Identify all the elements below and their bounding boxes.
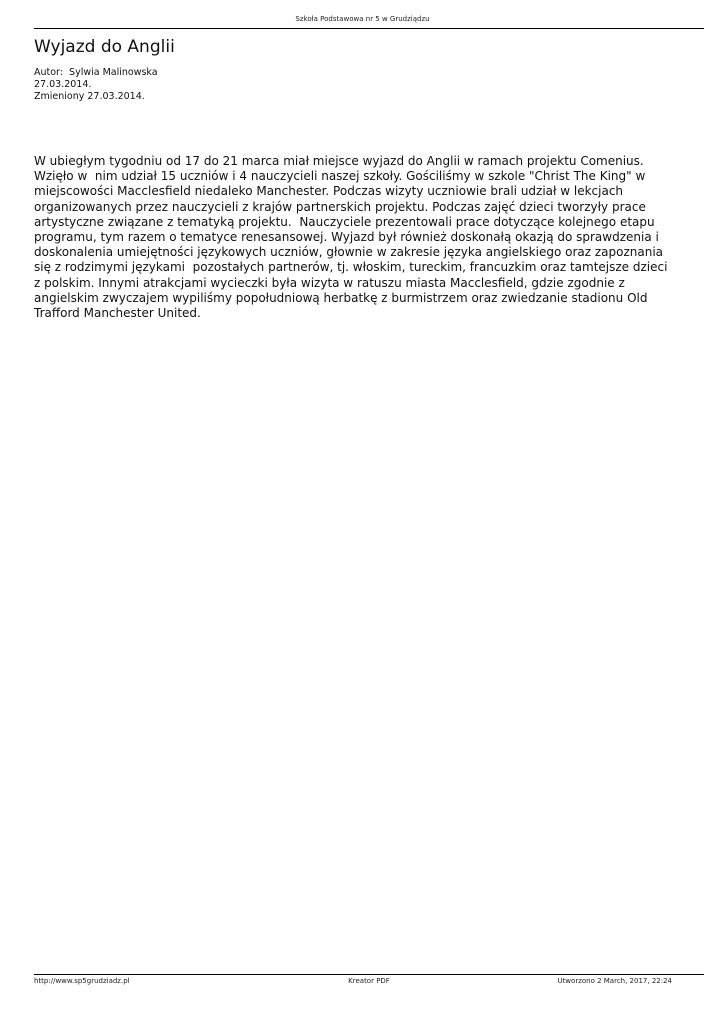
body-line: z polskim. Innymi atrakcjami wycieczki była wizyta w ratuszu miasta Macclesfield, gdzie zgodnie z xyxy=(34,275,625,290)
body-line: doskonalenia umiejętności językowych uczniów, głownie w zakresie języka angielskiego oraz zapoznania xyxy=(34,245,664,260)
body-line: Wzięło w nim udział 15 uczniów i 4 nauczycieli naszej szkoły. Gościliśmy w szkole "Christ The King" w xyxy=(34,169,646,184)
body-line: się z rodzimymi językami pozostałych partnerów, tj. włoskim, tureckim, francuzkim oraz tamtejsze dzieci xyxy=(34,260,668,275)
page-header: Szkoła Podstawowa nr 5 w Grudziądzu xyxy=(295,15,430,23)
article-author: Autor: Sylwia Malinowska xyxy=(34,67,158,78)
article-date: 27.03.2014. xyxy=(34,79,92,90)
body-line: W ubiegłym tygodniu od 17 do 21 marca miał miejsce wyjazd do Anglii w ramach projektu Comenius. xyxy=(34,154,644,168)
article-body xyxy=(34,154,694,321)
footer-creator: Kreator PDF xyxy=(348,977,390,985)
header-divider xyxy=(34,28,704,29)
body-line: angielskim zwyczajem wypiliśmy popołudniową herbatkę z burmistrzem oraz zwiedzanie stadionu Old xyxy=(34,290,648,305)
footer-created-date: Utworzono 2 March, 2017, 22:24 xyxy=(557,977,672,985)
article-modified-date: Zmieniony 27.03.2014. xyxy=(34,91,145,102)
body-line: miejscowości Macclesfield niedaleko Manchester. Podczas wizyty uczniowie brali udział w lekcjach xyxy=(34,184,624,199)
body-line: organizowanych przez nauczycieli z krajów partnerskich projektu. Podczas zajęć dzieci tworzyły prace xyxy=(34,199,646,214)
body-line: artystyczne związane z tematyką projektu. Nauczyciele prezentowali prace dotyczące kolejnego etapu xyxy=(34,214,655,229)
body-line: programu, tym razem o tematyce renesansowej. Wyjazd był również doskonałą okazją do sprawdzenia i xyxy=(34,230,659,245)
footer-divider xyxy=(34,974,704,975)
footer-url-link[interactable]: http://www.sp5grudziadz.pl xyxy=(34,977,130,985)
page-footer xyxy=(34,977,704,987)
body-line: Trafford Manchester United. xyxy=(34,306,201,321)
article-meta xyxy=(34,67,158,103)
article-title: Wyjazd do Anglii xyxy=(34,37,175,57)
